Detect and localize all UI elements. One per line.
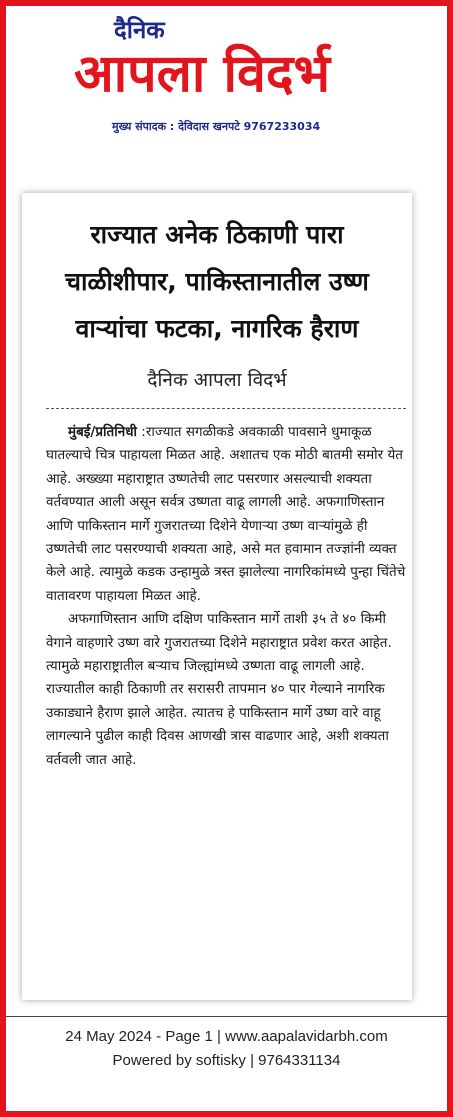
footer-date-page-site: 24 May 2024 - Page 1 | www.aapalavidarbh.com bbox=[65, 1028, 388, 1045]
masthead-small-title: दैनिक bbox=[114, 16, 165, 44]
article-paragraph: अफगाणिस्तान आणि दक्षिण पाकिस्तान मार्गे ताशी ३५ ते ४० किमी वेगाने वाहणारे उष्ण वारे गुजरातच्या दिशेने महाराष्ट्रात प्रवेश करत आहेत. त्यामुळे महाराष्ट्रातील बऱ्याच जिल्ह्यांमध्ये उष्णता वाढू लागली आहे. राज्यातील काही ठिकाणी तर सरासरी तापमान ४० पार गेल्याने नागरिक उकाड्याने हैराण झाले आहेत. त्यातच हे पाकिस्तान मार्गे उष्ण वारे वाहू लागल्याने पुढील काही दिवस आणखी त्रास वाढणार आहे, अशी शक्यता वर्तवली जात आहे. bbox=[46, 611, 392, 768]
article-body bbox=[46, 421, 408, 772]
article-card bbox=[22, 193, 412, 1000]
masthead bbox=[0, 14, 453, 144]
divider bbox=[46, 408, 406, 409]
article-dateline: मुंबई/प्रतिनिधी bbox=[68, 424, 138, 440]
masthead-title: आपला विदर्भ bbox=[74, 44, 331, 104]
editor-line: मुख्य संपादक : देविदास खनपटे 9767233034 bbox=[112, 120, 321, 133]
footer-divider bbox=[6, 1016, 447, 1017]
article-headline: राज्यात अनेक ठिकाणी पारा चाळीशीपार, पाकिस्तानातील उष्ण वाऱ्यांचा फटका, नागरिक हैराण bbox=[65, 220, 369, 343]
footer-credits: Powered by softisky | 9764331134 bbox=[112, 1052, 341, 1069]
article-paragraph-text: :राज्यात सगळीकडे अवकाळी पावसाने धुमाकूळ घातल्याचे चित्र पाहायला मिळत आहे. अशातच एक मोठी बातमी समोर येत आहे. अख्ख्या महाराष्ट्रात उष्णतेची लाट पसरणार असल्याची शक्यता वर्तवण्यात आली असून सर्वत्र उष्णता वाढू लागली आहे. अफगाणिस्तान आणि पाकिस्तान मार्गे गुजरातच्या दिशेने येणाऱ्या उष्ण वाऱ्यांमुळे ही उष्णतेची लाट पसरण्याची शक्यता आहे, असे मत हवामान तज्ज्ञांनी व्यक्त केले आहे. त्यामुळे कडक उन्हामुळे त्रस्त झालेल्या नागरिकांमध्ये पुन्हा चिंतेचे वातावरण पाहायला मिळत आहे. bbox=[46, 424, 406, 604]
article-paragraph bbox=[46, 421, 408, 608]
article-source: दैनिक आपला विदर्भ bbox=[147, 369, 287, 391]
